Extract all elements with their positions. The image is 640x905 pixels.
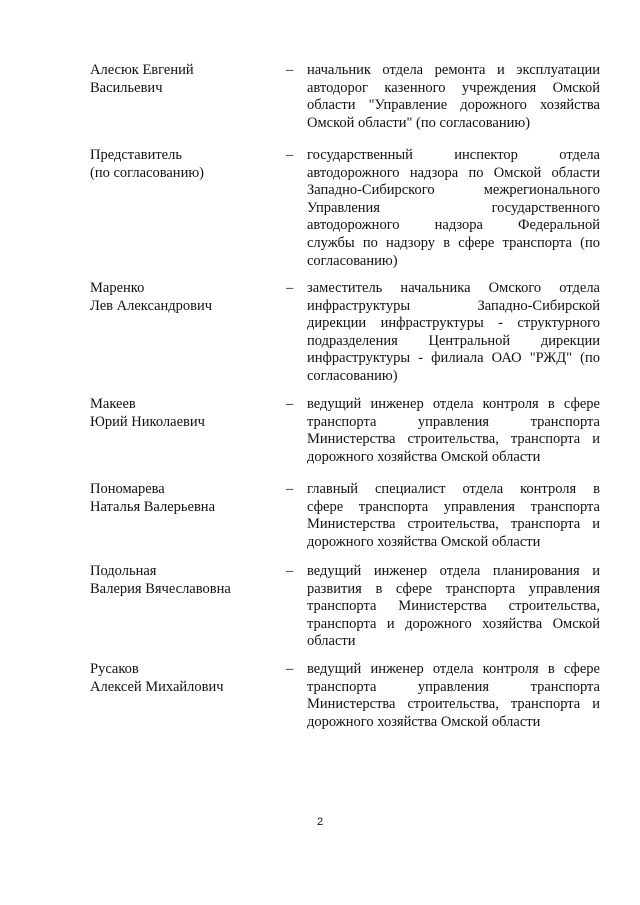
dash-separator: –	[286, 481, 294, 497]
page-number: 2	[316, 816, 324, 828]
desc-line: ведущий инженер отдела контроля в сфере	[307, 661, 600, 677]
desc-line: ведущий инженер отдела планирования и	[307, 563, 600, 579]
desc-line: согласованию)	[307, 252, 398, 269]
member-name	[90, 481, 270, 516]
member-description	[307, 62, 600, 132]
member-description	[307, 563, 600, 651]
desc-line: дирекции инфраструктуры - структурного	[307, 315, 600, 332]
desc-line: заместитель начальника Омского отдела	[307, 280, 600, 296]
desc-line: области	[307, 633, 356, 650]
desc-line: дорожного хозяйства Омской области	[307, 448, 541, 465]
desc-line: автодорог казенного учреждения Омской	[307, 79, 600, 96]
dash-separator: –	[286, 280, 294, 296]
member-description	[307, 396, 600, 466]
name-line: Алесюк Евгений	[90, 62, 194, 78]
desc-line: дорожного хозяйства Омской области	[307, 713, 541, 730]
member-name	[90, 147, 270, 182]
dash-separator: –	[286, 62, 294, 78]
name-line: Пономарева	[90, 481, 165, 497]
desc-line: инфраструктуры Западно-Сибирской	[307, 297, 600, 314]
name-line: (по согласованию)	[90, 164, 204, 181]
desc-line: подразделения Центральной дирекции	[307, 332, 600, 349]
dash-separator: –	[286, 396, 294, 412]
name-line: Валерия Вячеславовна	[90, 580, 231, 597]
member-name	[90, 563, 270, 598]
desc-line: Управления государственного	[307, 199, 600, 216]
name-line: Юрий Николаевич	[90, 413, 205, 430]
name-line: Васильевич	[90, 79, 163, 96]
desc-line: области "Управление дорожного хозяйства	[307, 97, 600, 114]
desc-line: транспорта управления транспорта	[307, 413, 600, 430]
desc-line: транспорта Министерства строительства,	[307, 598, 600, 615]
desc-line: развития в сфере транспорта управления	[307, 580, 600, 597]
name-line: Лев Александрович	[90, 297, 213, 314]
name-line: Макеев	[90, 396, 136, 412]
dash-separator: –	[286, 661, 294, 677]
desc-line: главный специалист отдела контроля в	[307, 481, 600, 497]
name-line: Представитель	[90, 147, 182, 163]
desc-line: сфере транспорта управления транспорта	[307, 498, 600, 515]
desc-line: автодорожного надзора Федеральной	[307, 217, 600, 234]
desc-line: государственный инспектор отдела	[307, 147, 600, 163]
desc-line: ведущий инженер отдела контроля в сфере	[307, 396, 600, 412]
desc-line: начальник отдела ремонта и эксплуатации	[307, 62, 600, 78]
member-description	[307, 147, 600, 270]
desc-line: Министерства строительства, транспорта и	[307, 431, 600, 448]
desc-line: дорожного хозяйства Омской области	[307, 533, 541, 550]
name-line: Наталья Валерьевна	[90, 498, 215, 515]
desc-line: Омской области" (по согласованию)	[307, 114, 531, 131]
member-description	[307, 661, 600, 731]
dash-separator: –	[286, 147, 294, 163]
name-line: Подольная	[90, 563, 157, 579]
desc-line: автодорожного надзора по Омской области	[307, 164, 600, 181]
name-line: Маренко	[90, 280, 145, 296]
name-line: Алексей Михайлович	[90, 678, 224, 695]
member-name	[90, 396, 270, 431]
desc-line: инфраструктуры - филиала ОАО "РЖД" (по	[307, 350, 600, 367]
member-name	[90, 280, 270, 315]
desc-line: согласованию)	[307, 367, 398, 384]
name-line: Русаков	[90, 661, 139, 677]
member-description	[307, 481, 600, 551]
desc-line: Министерства строительства, транспорта и	[307, 516, 600, 533]
desc-line: Министерства строительства, транспорта и	[307, 696, 600, 713]
desc-line: службы по надзору в сфере транспорта (по	[307, 234, 600, 251]
member-name	[90, 661, 270, 696]
member-name	[90, 62, 270, 97]
member-description	[307, 280, 600, 386]
dash-separator: –	[286, 563, 294, 579]
desc-line: транспорта управления транспорта	[307, 678, 600, 695]
desc-line: Западно-Сибирского межрегионального	[307, 182, 600, 199]
desc-line: транспорта и дорожного хозяйства Омской	[307, 615, 600, 632]
